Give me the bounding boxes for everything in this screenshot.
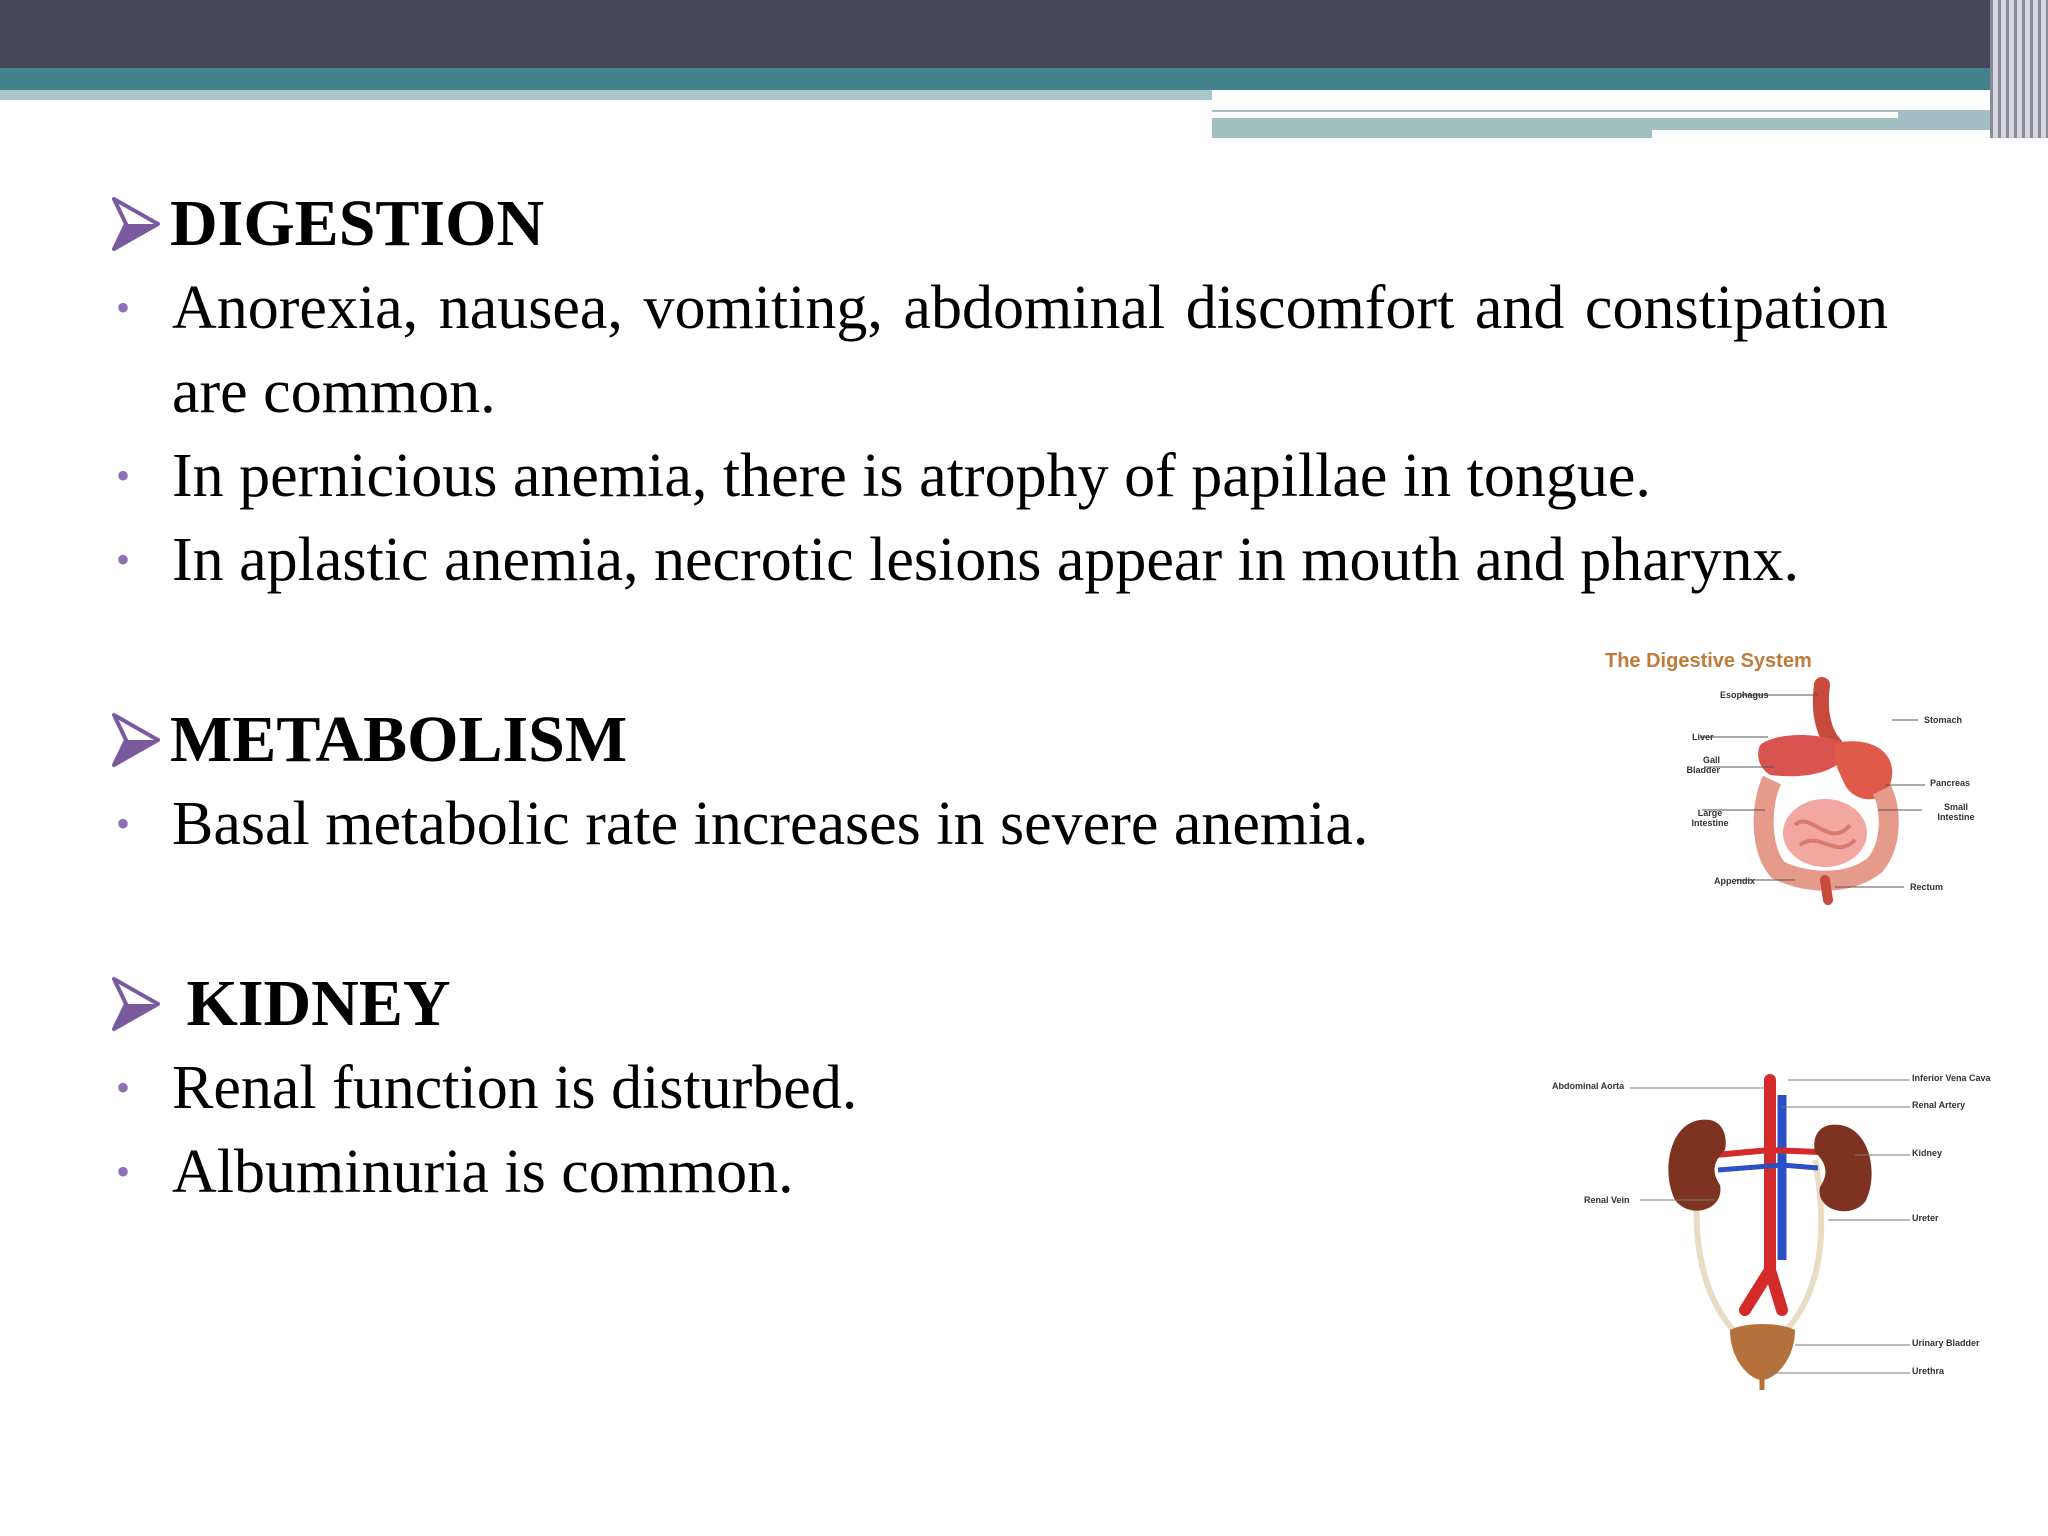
- header-band-right-line-2: [1652, 130, 1990, 138]
- label-rectum: Rectum: [1910, 882, 1944, 892]
- section-heading-metabolism: [112, 698, 1892, 782]
- arrow-bullet-icon: [112, 977, 160, 1031]
- section-heading-kidney: [112, 962, 1892, 1046]
- bullet-text: Basal metabolic rate increases in severe anemia.: [172, 790, 1369, 858]
- bullet-item: [112, 266, 1892, 434]
- label-stomach: Stomach: [1924, 715, 1963, 725]
- bullet-item: [112, 434, 1892, 518]
- bullet-dot-icon: •: [116, 1149, 131, 1194]
- digestive-figure-title: The Digestive System: [1605, 650, 1812, 672]
- bullet-dot-icon: •: [116, 453, 131, 498]
- header-band-dark: [0, 0, 2048, 68]
- bullet-text: Albuminuria is common.: [172, 1138, 794, 1206]
- heading-text: METABOLISM: [170, 703, 628, 776]
- label-ureter: Ureter: [1912, 1213, 1939, 1223]
- bullet-item: [112, 518, 1892, 602]
- bullet-dot-icon: •: [116, 537, 131, 582]
- label-gall-bladder: Gall Bladder: [1686, 755, 1720, 775]
- label-abdominal-aorta: Abdominal Aorta: [1552, 1081, 1625, 1091]
- arrow-bullet-icon: [112, 713, 160, 767]
- label-urinary-bladder: Urinary Bladder: [1912, 1338, 1980, 1348]
- header-band-light: [0, 90, 1212, 100]
- bullet-text: Anorexia, nausea, vomiting, abdominal discomfort and constipation are common.: [172, 274, 1888, 426]
- label-esophagus: Esophagus: [1720, 690, 1769, 700]
- header-band-right-line: [1212, 112, 1898, 118]
- section-heading-digestion: [112, 182, 1892, 266]
- heading-text: DIGESTION: [170, 187, 545, 260]
- label-large-intestine: Large Intestine: [1691, 808, 1729, 828]
- label-liver: Liver: [1692, 732, 1714, 742]
- label-kidney: Kidney: [1912, 1148, 1943, 1158]
- digestive-system-illustration: [1660, 675, 2000, 905]
- label-urethra: Urethra: [1912, 1366, 1945, 1376]
- label-renal-artery: Renal Artery: [1912, 1100, 1966, 1110]
- bullet-text: In aplastic anemia, necrotic lesions appear in mouth and pharynx.: [172, 526, 1799, 594]
- bullet-text: Renal function is disturbed.: [172, 1054, 858, 1122]
- label-small-intestine: Small Intestine: [1937, 802, 1975, 822]
- label-pancreas: Pancreas: [1930, 778, 1971, 788]
- header-vertical-lines: [1990, 0, 2048, 138]
- bullet-text: In pernicious anemia, there is atrophy of papillae in tongue.: [172, 442, 1651, 510]
- heading-text: KIDNEY: [170, 967, 451, 1040]
- bullet-dot-icon: •: [116, 801, 131, 846]
- label-appendix: Appendix: [1714, 876, 1756, 886]
- label-renal-vein: Renal Vein: [1584, 1195, 1630, 1205]
- header-band-teal: [0, 68, 2048, 90]
- bullet-dot-icon: •: [116, 1065, 131, 1110]
- bullet-item: [112, 782, 1892, 866]
- label-inferior-vena-cava: Inferior Vena Cava: [1912, 1073, 1991, 1083]
- bullet-dot-icon: •: [116, 285, 131, 330]
- arrow-bullet-icon: [112, 197, 160, 251]
